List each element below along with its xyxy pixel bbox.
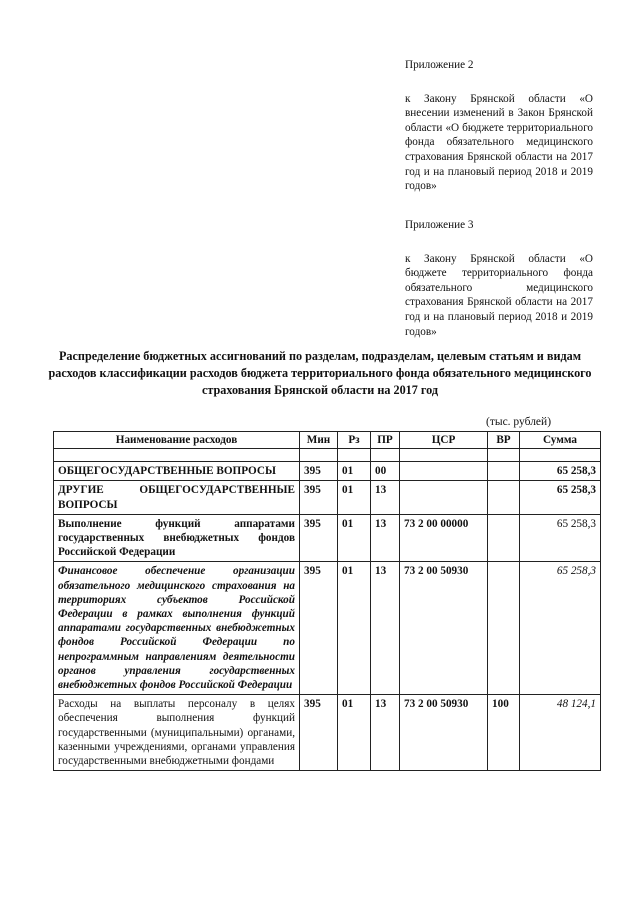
row-vr [488, 481, 520, 514]
row-min: 395 [300, 481, 338, 514]
row-vr [488, 514, 520, 562]
header-rz: Рз [338, 432, 371, 449]
table-row [54, 695, 601, 771]
row-pr: 13 [371, 481, 400, 514]
row-rz: 01 [338, 562, 371, 695]
document-title: Распределение бюджетных ассигнований по разделам, подразделам, целевым статьям и видам расходов классификации расходов бюджета территориального фонда обязательного медицинского страхования Брянской области на 2017 год [48, 349, 592, 397]
row-pr: 13 [371, 514, 400, 562]
header-min: Мин [300, 432, 338, 449]
annex-2-block [405, 58, 593, 194]
table-row [54, 514, 601, 562]
row-vr [488, 562, 520, 695]
row-csr: 73 2 00 50930 [400, 695, 488, 771]
row-sum: 65 258,3 [520, 562, 601, 695]
header-name: Наименование расходов [54, 432, 300, 449]
table-row [54, 462, 601, 481]
row-pr: 13 [371, 562, 400, 695]
row-pr: 13 [371, 695, 400, 771]
row-sum: 48 124,1 [520, 695, 601, 771]
row-rz: 01 [338, 481, 371, 514]
row-name: Расходы на выплаты персоналу в целях обеспечения выполнения функций государственными (муниципальными) органами, казенными учреждениями, органами управления государственными внебюджетными фондами [54, 695, 300, 771]
annex-3-heading: Приложение 3 [405, 219, 474, 231]
annex-2-heading: Приложение 2 [405, 59, 474, 71]
row-min: 395 [300, 514, 338, 562]
row-rz: 01 [338, 462, 371, 481]
row-min: 395 [300, 695, 338, 771]
annex-2-text: к Закону Брянской области «О внесении изменений в Закон Брянской области «О бюджете территориального фонда обязательного медицинского страхования Брянской области на 2017 год и на плановый период 2018 и 2019 годов» [405, 92, 593, 193]
header-sum: Сумма [520, 432, 601, 449]
table-row [54, 562, 601, 695]
row-pr: 00 [371, 462, 400, 481]
header-vr: ВР [488, 432, 520, 449]
table-header-row [54, 432, 601, 449]
row-name: ОБЩЕГОСУДАРСТВЕННЫЕ ВОПРОСЫ [54, 462, 300, 481]
budget-table [53, 431, 601, 771]
row-csr: 73 2 00 00000 [400, 514, 488, 562]
row-rz: 01 [338, 695, 371, 771]
row-rz: 01 [338, 514, 371, 562]
annex-3-text: к Закону Брянской области «О бюджете территориального фонда обязательного медицинского страхования Брянской области на 2017 год и на плановый период 2018 и 2019 годов» [405, 252, 593, 338]
row-csr [400, 481, 488, 514]
row-csr [400, 462, 488, 481]
row-sum: 65 258,3 [520, 462, 601, 481]
row-csr: 73 2 00 50930 [400, 562, 488, 695]
row-vr: 100 [488, 695, 520, 771]
units-label: (тыс. рублей) [486, 416, 552, 428]
row-name: Финансовое обеспечение организации обязательного медицинского страхования на территориях субъектов Российской Федерации в рамках выполнения функций аппаратами государственных внебюджетных фондов Российской Федерации по непрограммным направлениям деятельности органов управления государственных внебюджетных фондов Российской Федерации [54, 562, 300, 695]
header-csr: ЦСР [400, 432, 488, 449]
row-name: ДРУГИЕ ОБЩЕГОСУДАРСТВЕННЫЕ ВОПРОСЫ [54, 481, 300, 514]
row-min: 395 [300, 462, 338, 481]
annex-3-block [405, 218, 593, 339]
row-sum: 65 258,3 [520, 481, 601, 514]
table-spacer-row [54, 449, 601, 462]
table-row [54, 481, 601, 514]
row-min: 395 [300, 562, 338, 695]
row-sum: 65 258,3 [520, 514, 601, 562]
row-vr [488, 462, 520, 481]
header-pr: ПР [371, 432, 400, 449]
row-name: Выполнение функций аппаратами государственных внебюджетных фондов Российской Федерации [54, 514, 300, 562]
